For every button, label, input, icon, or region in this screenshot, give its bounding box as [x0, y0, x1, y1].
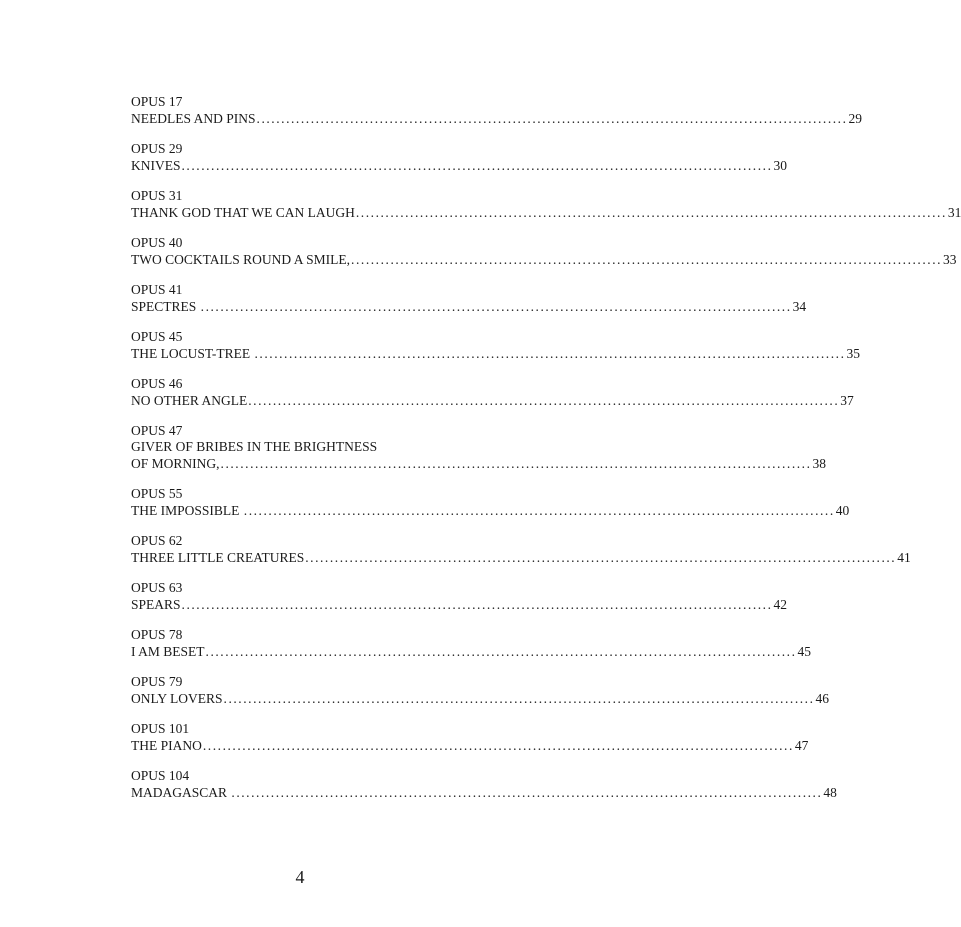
dot-leader: ........................................................................................................................: [254, 346, 846, 361]
entry-line: [131, 251, 957, 268]
page-number: 4: [295, 867, 305, 887]
page-reference: 40: [835, 503, 850, 518]
entry-line: [131, 549, 911, 566]
entry-title: OF MORNING,: [131, 456, 220, 471]
dot-leader: ........................................................................................................................: [243, 503, 835, 518]
dot-leader: ........................................................................................................................: [355, 205, 947, 220]
opus-number: OPUS 78: [131, 627, 183, 642]
dot-leader: ........................................................................................................................: [223, 691, 815, 706]
opus-number: OPUS 63: [131, 580, 183, 595]
entry-title: THE IMPOSSIBLE: [131, 503, 243, 518]
entry-title: SPECTRES: [131, 299, 200, 314]
page-reference: 37: [840, 393, 854, 408]
page-reference: 48: [823, 785, 837, 800]
dot-leader: ........................................................................................................................: [202, 738, 794, 753]
opus-number: OPUS 79: [131, 674, 183, 689]
page-reference: 47: [794, 738, 809, 753]
toc-entry: [131, 328, 860, 362]
opus-number: OPUS 41: [131, 282, 183, 297]
opus-number: OPUS 31: [131, 188, 183, 203]
toc-entry: [131, 673, 830, 707]
table-of-contents: [131, 93, 961, 814]
entry-line: [131, 157, 787, 174]
toc-entry: [131, 187, 961, 221]
toc-entry: [131, 281, 807, 315]
toc-entry: [131, 93, 863, 127]
entry-title: I AM BESET: [131, 644, 205, 659]
toc-entry: [131, 375, 854, 409]
entry-title-line: GIVER OF BRIBES IN THE BRIGHTNESS: [131, 439, 378, 454]
dot-leader: ........................................................................................................................: [231, 785, 823, 800]
opus-number: OPUS 17: [131, 94, 183, 109]
toc-entry: [131, 532, 911, 566]
dot-leader: ........................................................................................................................: [205, 644, 797, 659]
opus-number: OPUS 45: [131, 329, 183, 344]
entry-line: [131, 298, 807, 315]
toc-entry: [131, 720, 809, 754]
page-reference: 35: [846, 346, 860, 361]
entry-line: [131, 204, 961, 221]
entry-line: [131, 110, 863, 127]
page-reference: 34: [792, 299, 807, 314]
entry-line: [131, 502, 850, 519]
toc-entry: [131, 626, 812, 660]
opus-number: OPUS 55: [131, 486, 183, 501]
page-reference: 31: [947, 205, 961, 220]
page-reference: 45: [797, 644, 812, 659]
entry-title: THANK GOD THAT WE CAN LAUGH: [131, 205, 355, 220]
page-reference: 38: [812, 456, 827, 471]
dot-leader: ........................................................................................................................: [181, 597, 773, 612]
entry-title: NO OTHER ANGLE: [131, 393, 248, 408]
toc-entry: [131, 485, 850, 519]
entry-line: [131, 596, 788, 613]
page-reference: 42: [773, 597, 788, 612]
entry-title: NEEDLES AND PINS: [131, 111, 256, 126]
entry-line: [131, 643, 812, 660]
entry-title: THREE LITTLE CREATURES: [131, 550, 305, 565]
opus-number: OPUS 62: [131, 533, 183, 548]
entry-line: [131, 392, 854, 409]
page-reference: 30: [773, 158, 787, 173]
entry-title: TWO COCKTAILS ROUND A SMILE,: [131, 252, 351, 267]
opus-number: OPUS 29: [131, 141, 183, 156]
entry-title: THE PIANO: [131, 738, 202, 753]
dot-leader: ........................................................................................................................: [181, 158, 773, 173]
entry-line: [131, 784, 837, 801]
entry-line: [131, 345, 860, 362]
entry-line: [131, 737, 809, 754]
entry-title: ONLY LOVERS: [131, 691, 223, 706]
opus-number: OPUS 40: [131, 235, 183, 250]
dot-leader: ........................................................................................................................: [256, 111, 848, 126]
entry-title: THE LOCUST-TREE: [131, 346, 254, 361]
dot-leader: ........................................................................................................................: [220, 456, 812, 471]
toc-entry: [131, 140, 787, 174]
toc-entry: [131, 234, 957, 268]
entry-title: MADAGASCAR: [131, 785, 231, 800]
entry-line: [131, 690, 830, 707]
toc-entry: [131, 579, 788, 613]
dot-leader: ........................................................................................................................: [248, 393, 840, 408]
page-reference: 29: [848, 111, 863, 126]
page-reference: 33: [943, 252, 957, 267]
entry-title: KNIVES: [131, 158, 181, 173]
opus-number: OPUS 101: [131, 721, 190, 736]
entry-title: SPEARS: [131, 597, 181, 612]
opus-number: OPUS 47: [131, 423, 183, 438]
opus-number: OPUS 46: [131, 376, 183, 391]
toc-entry: [131, 767, 837, 801]
toc-entry: [131, 422, 827, 472]
dot-leader: ........................................................................................................................: [305, 550, 897, 565]
page-reference: 41: [897, 550, 911, 565]
dot-leader: ........................................................................................................................: [200, 299, 792, 314]
dot-leader: ........................................................................................................................: [351, 252, 943, 267]
entry-line: [131, 455, 827, 472]
page-reference: 46: [815, 691, 830, 706]
opus-number: OPUS 104: [131, 768, 190, 783]
